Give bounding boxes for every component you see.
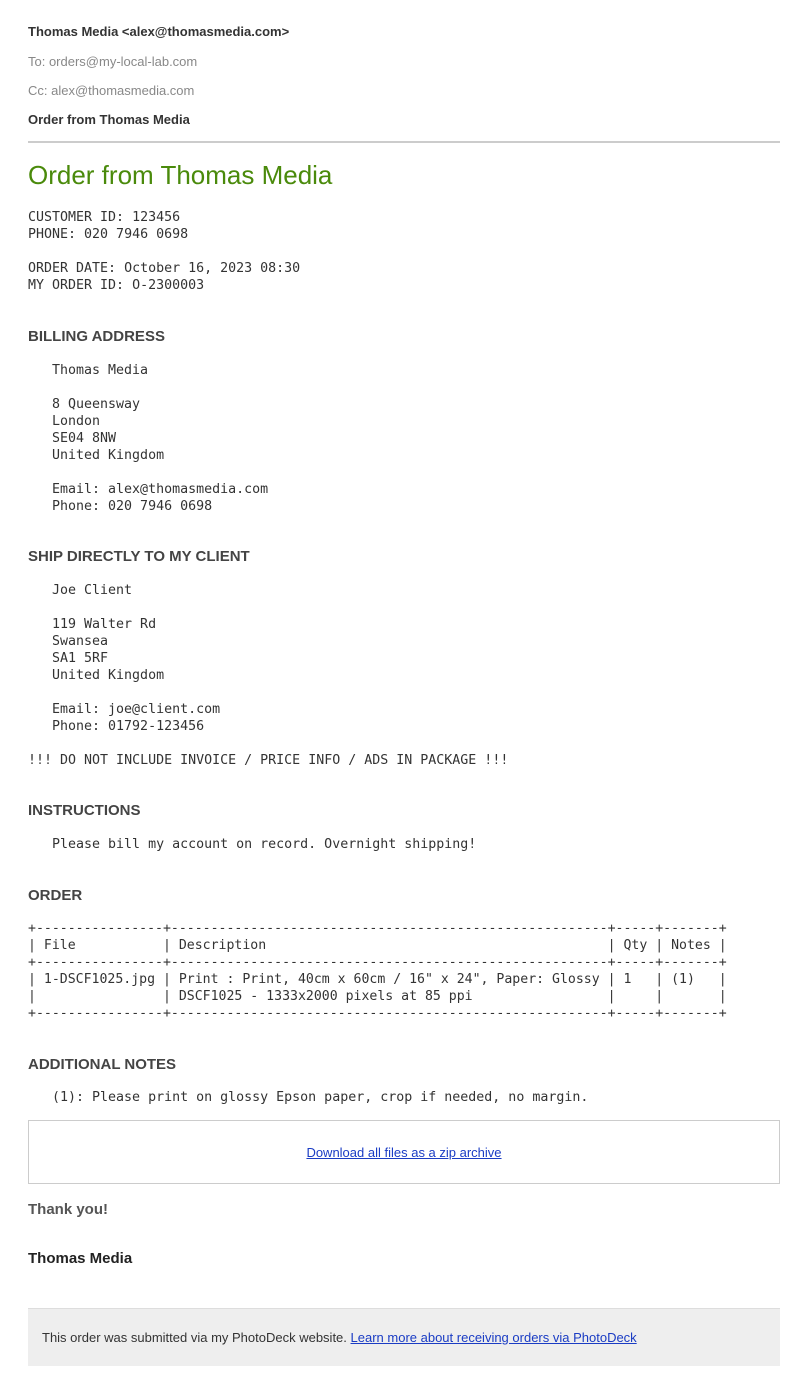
shipping-street: 119 Walter Rd bbox=[52, 617, 157, 632]
customer-id: CUSTOMER ID: 123456 bbox=[28, 210, 181, 225]
billing-street: 8 Queensway bbox=[52, 397, 141, 412]
email-to: To: orders@my-local-lab.com bbox=[28, 54, 198, 69]
customer-phone: PHONE: 020 7946 0698 bbox=[28, 227, 189, 242]
page-title: Order from Thomas Media bbox=[28, 160, 333, 190]
notes-heading: ADDITIONAL NOTES bbox=[28, 1056, 177, 1073]
shipping-name: Joe Client bbox=[52, 583, 133, 598]
shipping-heading: SHIP DIRECTLY TO MY CLIENT bbox=[28, 548, 250, 565]
billing-heading: BILLING ADDRESS bbox=[28, 328, 165, 345]
footer-text: This order was submitted via my PhotoDeck website. bbox=[42, 1330, 347, 1345]
footer-content bbox=[42, 1330, 637, 1345]
billing-city: London bbox=[52, 414, 101, 429]
footer bbox=[28, 1308, 780, 1366]
instructions-heading: INSTRUCTIONS bbox=[28, 802, 141, 819]
shipping-postcode: SA1 5RF bbox=[52, 651, 109, 666]
billing-phone: Phone: 020 7946 0698 bbox=[52, 499, 213, 514]
shipping-email: Email: joe@client.com bbox=[52, 702, 221, 717]
order-id: MY ORDER ID: O-2300003 bbox=[28, 278, 205, 293]
email-cc: Cc: alex@thomasmedia.com bbox=[28, 83, 195, 98]
shipping-country: United Kingdom bbox=[52, 668, 165, 683]
header-divider bbox=[28, 141, 780, 143]
order-date: ORDER DATE: October 16, 2023 08:30 bbox=[28, 261, 301, 276]
package-warning: !!! DO NOT INCLUDE INVOICE / PRICE INFO / ADS IN PACKAGE !!! bbox=[28, 753, 509, 768]
thanks-text: Thank you! bbox=[28, 1201, 109, 1218]
email-subject: Order from Thomas Media bbox=[28, 112, 190, 127]
billing-postcode: SE04 8NW bbox=[52, 431, 117, 446]
billing-country: United Kingdom bbox=[52, 448, 165, 463]
billing-email: Email: alex@thomasmedia.com bbox=[52, 482, 269, 497]
instructions-text: Please bill my account on record. Overnight shipping! bbox=[52, 837, 477, 852]
notes-text: (1): Please print on glossy Epson paper, crop if needed, no margin. bbox=[52, 1090, 589, 1105]
order-table: +----------------+-------------------------------------------------------+-----+-------+ | File | Description | Qty | Notes | +----------------+-------------------------------------------------------+-----+-------+ | 1-DSCF1025.jpg | Print : Print, 40cm x 60cm / 16" x 24", Paper: Glossy | 1 | (1) | | | DSCF1025 - 1333x2000 pixels at 85 ppi | | | +----------------+-------------------------------------------------------+-----+-------+ bbox=[28, 921, 727, 1021]
email-from: Thomas Media <alex@thomasmedia.com> bbox=[28, 24, 290, 39]
download-box bbox=[28, 1120, 780, 1184]
photodeck-learn-more-link[interactable]: Learn more about receiving orders via PhotoDeck bbox=[350, 1330, 637, 1345]
shipping-city: Swansea bbox=[52, 634, 109, 649]
signature: Thomas Media bbox=[28, 1250, 133, 1267]
order-heading: ORDER bbox=[28, 887, 83, 904]
shipping-phone: Phone: 01792-123456 bbox=[52, 719, 205, 734]
download-zip-link[interactable]: Download all files as a zip archive bbox=[306, 1145, 502, 1160]
billing-name: Thomas Media bbox=[52, 363, 149, 378]
